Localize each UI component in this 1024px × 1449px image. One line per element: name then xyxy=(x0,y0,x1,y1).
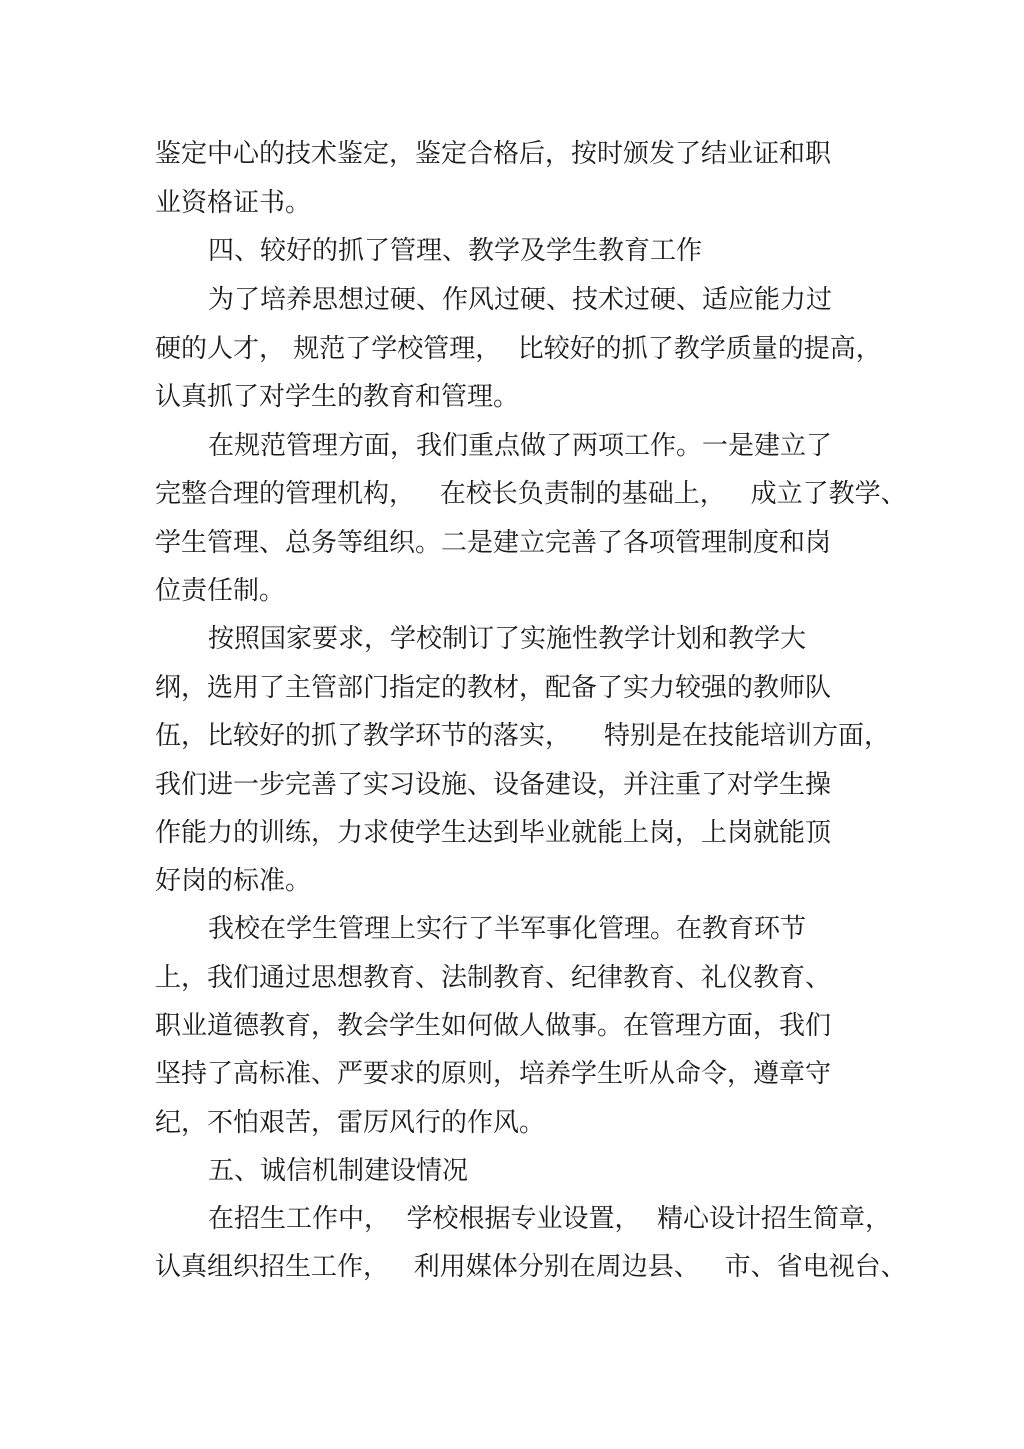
text-line: 业资格证书。 xyxy=(155,188,312,218)
text-line: 在规范管理方面，我们重点做了两项工作。一是建立了 xyxy=(208,431,833,461)
text-line: 为了培养思想过硬、作风过硬、技术过硬、适应能力过 xyxy=(208,285,833,315)
text-line: 纪，不怕艰苦，雷厉风行的作风。 xyxy=(155,1108,546,1138)
text-line: 鉴定中心的技术鉴定，鉴定合格后，按时颁发了结业证和职 xyxy=(155,139,832,169)
text-line: 好岗的标准。 xyxy=(155,866,312,896)
text-line: 认真组织招生工作， 利用媒体分别在周边县、 市、省电视台、 xyxy=(155,1252,907,1282)
text-line: 纲，选用了主管部门指定的教材，配备了实力较强的教师队 xyxy=(155,673,832,703)
text-line: 职业道德教育，教会学生如何做人做事。在管理方面，我们 xyxy=(155,1011,832,1041)
text-line: 作能力的训练，力求使学生达到毕业就能上岗，上岗就能顶 xyxy=(155,818,832,848)
text-line: 硬的人才， 规范了学校管理， 比较好的抓了教学质量的提高， xyxy=(155,334,882,364)
text-line: 认真抓了对学生的教育和管理。 xyxy=(155,382,520,412)
text-line: 我校在学生管理上实行了半军事化管理。在教育环节 xyxy=(208,914,807,944)
text-line: 学生管理、总务等组织。二是建立完善了各项管理制度和岗 xyxy=(155,528,832,558)
text-line: 完整合理的管理机构， 在校长负责制的基础上， 成立了教学、 xyxy=(155,479,907,509)
text-line: 坚持了高标准、严要求的原则，培养学生听从命令，遵章守 xyxy=(155,1059,832,1089)
section-heading: 五、诚信机制建设情况 xyxy=(208,1156,469,1186)
text-line: 上，我们通过思想教育、法制教育、纪律教育、礼仪教育、 xyxy=(155,963,832,993)
text-line: 位责任制。 xyxy=(155,576,286,606)
text-line: 我们进一步完善了实习设施、设备建设，并注重了对学生操 xyxy=(155,770,832,800)
text-line: 按照国家要求，学校制订了实施性教学计划和教学大 xyxy=(208,624,807,654)
section-heading: 四、较好的抓了管理、教学及学生教育工作 xyxy=(208,236,703,266)
text-line: 在招生工作中， 学校根据专业设置， 精心设计招生简章， xyxy=(208,1204,892,1234)
text-line: 伍，比较好的抓了教学环节的落实， 特别是在技能培训方面， xyxy=(155,721,891,751)
